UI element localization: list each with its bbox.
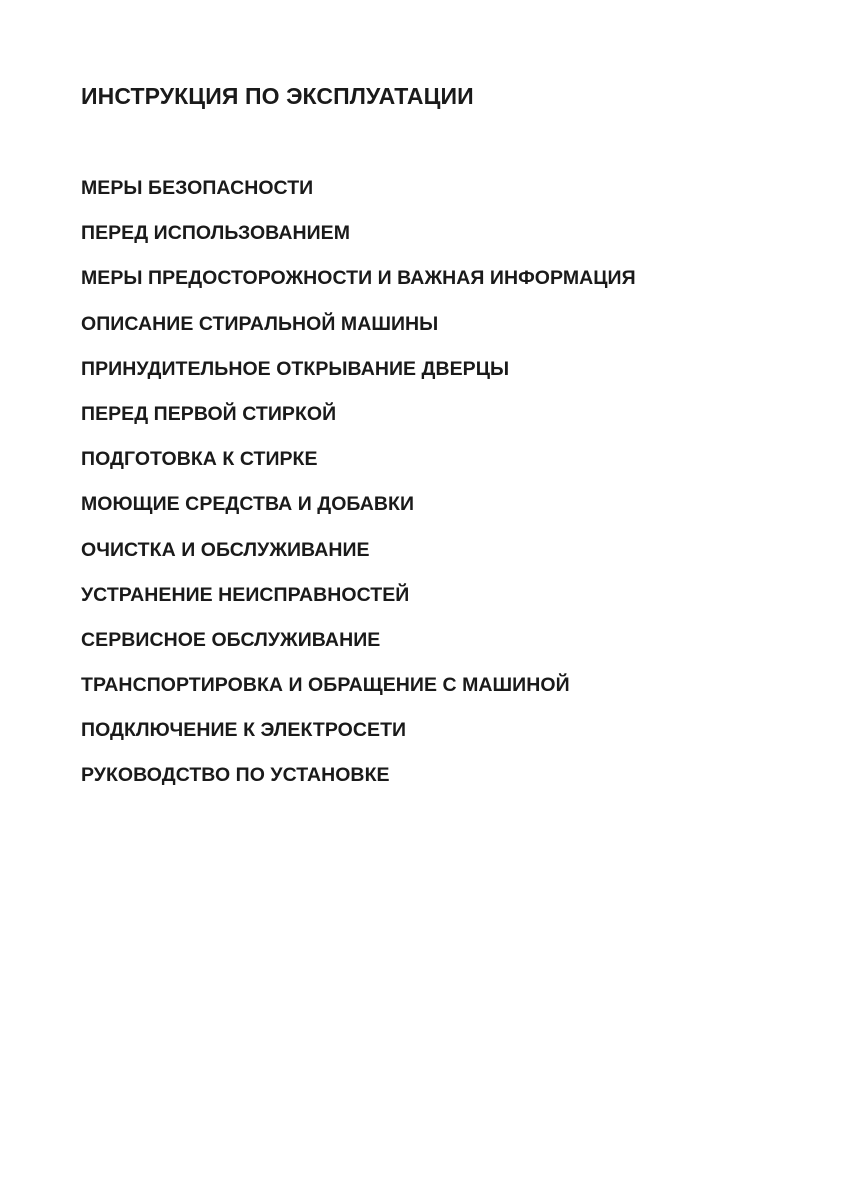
toc-item-installation-guide: РУКОВОДСТВО ПО УСТАНОВКЕ: [81, 764, 390, 787]
toc-item-troubleshooting: УСТРАНЕНИЕ НЕИСПРАВНОСТЕЙ: [81, 583, 410, 606]
toc-item-forced-door-opening: ПРИНУДИТЕЛЬНОЕ ОТКРЫВАНИЕ ДВЕРЦЫ: [81, 357, 510, 380]
toc-item-before-first-wash: ПЕРЕД ПЕРВОЙ СТИРКОЙ: [81, 402, 337, 425]
toc-item-cleaning-maintenance: ОЧИСТКА И ОБСЛУЖИВАНИЕ: [81, 538, 370, 561]
table-of-contents: [81, 174, 636, 807]
toc-item-transport-handling: ТРАНСПОРТИРОВКА И ОБРАЩЕНИЕ С МАШИНОЙ: [81, 674, 570, 697]
document-title: ИНСТРУКЦИЯ ПО ЭКСПЛУАТАЦИИ: [81, 83, 474, 109]
toc-item-detergents: МОЮЩИЕ СРЕДСТВА И ДОБАВКИ: [81, 493, 415, 516]
toc-item-machine-description: ОПИСАНИЕ СТИРАЛЬНОЙ МАШИНЫ: [81, 312, 439, 335]
toc-item-before-use: ПЕРЕД ИСПОЛЬЗОВАНИЕМ: [81, 222, 351, 245]
toc-item-service: СЕРВИСНОЕ ОБСЛУЖИВАНИЕ: [81, 628, 381, 651]
toc-item-safety: МЕРЫ БЕЗОПАСНОСТИ: [81, 177, 314, 199]
toc-item-precautions: МЕРЫ ПРЕДОСТОРОЖНОСТИ И ВАЖНАЯ ИНФОРМАЦИЯ: [81, 267, 636, 290]
toc-item-electrical-connection: ПОДКЛЮЧЕНИЕ К ЭЛЕКТРОСЕТИ: [81, 719, 407, 742]
toc-item-preparing-wash: ПОДГОТОВКА К СТИРКЕ: [81, 448, 318, 471]
